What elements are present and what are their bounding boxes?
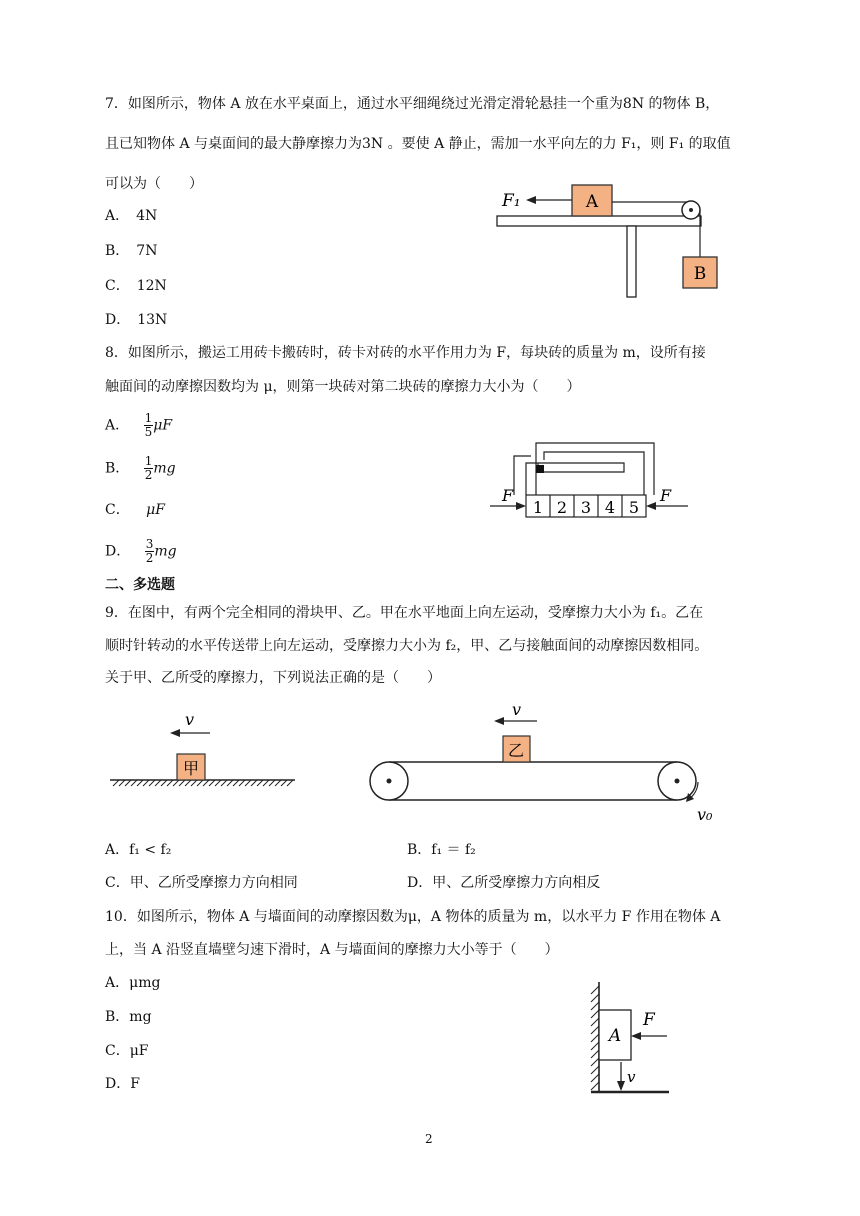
q9-line1: 9．在图中，有两个完全相同的滑块甲、乙。甲在水平地面上向左运动，受摩擦力大小为 f₁。乙在	[105, 605, 704, 621]
q9-option-c[interactable]: C．甲、乙所受摩擦力方向相同	[105, 875, 298, 891]
q7-option-c[interactable]: C． 12N	[105, 278, 167, 294]
brick-4: 4	[604, 498, 616, 517]
q8-option-a[interactable]	[105, 412, 172, 439]
q9-option-a[interactable]: A．f₁ < f₂	[105, 842, 172, 858]
q8-option-b-fraction: $\frac{1}{2}$	[144, 454, 153, 482]
q10-figure	[583, 978, 673, 1098]
v1-label: v	[185, 710, 195, 729]
q8-option-c[interactable]	[105, 500, 165, 520]
q8-figure	[488, 438, 690, 522]
q7-figure	[490, 180, 720, 305]
velocity-label: v	[627, 1068, 636, 1086]
block-a-label: A	[585, 192, 599, 212]
block-b-label: B	[693, 264, 707, 284]
block-a-label: A	[608, 1026, 622, 1046]
force-label: F	[643, 1010, 655, 1030]
q7-line2: 且已知物体 A 与桌面间的最大静摩擦力为3N 。要使 A 静止，需加一水平向左的力 F₁，则 F₁ 的取值	[105, 136, 731, 152]
q10-option-a[interactable]: A．μmg	[105, 975, 161, 991]
section-title: 二、多选题	[105, 577, 175, 593]
brick-2: 2	[556, 498, 568, 517]
q9-line3: 关于甲、乙所受的摩擦力，下列说法正确的是（ ）	[105, 670, 441, 686]
q8-option-b-prefix: B．	[105, 460, 130, 477]
left-force-label: F	[502, 486, 514, 505]
q10-option-c[interactable]: C．μF	[105, 1043, 149, 1059]
q8-option-d[interactable]	[105, 538, 177, 565]
q8-option-a-prefix: A．	[105, 417, 130, 434]
brick-5: 5	[628, 498, 640, 517]
q8-option-b[interactable]	[105, 455, 176, 482]
brick-1: 1	[532, 498, 544, 517]
q7-line3: 可以为（ ）	[105, 176, 203, 192]
q10-line1: 10．如图所示，物体 A 与墙面间的动摩擦因数为μ，A 物体的质量为 m，以水平力 F 作用在物体 A	[105, 909, 721, 925]
v2-label: v	[512, 700, 522, 719]
q9-figure	[105, 700, 725, 830]
page-number: 2	[425, 1132, 433, 1146]
q8-option-c-prefix: C．	[105, 502, 130, 518]
q9-line2: 顺时针转动的水平传送带上向左运动，受摩擦力大小为 f₂，甲、乙与接触面间的动摩擦因数相同。	[105, 638, 709, 654]
q8-option-d-prefix: D．	[105, 543, 131, 560]
q7-option-d[interactable]: D． 13N	[105, 312, 168, 328]
bricks	[526, 495, 646, 517]
q7-option-a[interactable]: A． 4N	[105, 208, 158, 224]
q8-option-b-tail: mg	[153, 460, 176, 477]
table-top	[497, 216, 701, 226]
brick-3: 3	[580, 498, 592, 517]
q8-line2: 触面间的动摩擦因数均为 μ，则第一块砖对第二块砖的摩擦力大小为（ ）	[105, 379, 581, 395]
table-leg	[627, 226, 636, 297]
q9-option-b[interactable]: B．f₁ ＝ f₂	[407, 842, 476, 858]
block-yi-label: 乙	[507, 741, 525, 760]
block-jia-label: 甲	[182, 759, 200, 778]
q8-option-d-fraction: $\frac{3}{2}$	[145, 537, 154, 565]
right-force-label: F	[660, 486, 672, 505]
clamp-pin	[536, 465, 544, 473]
force-label: F₁	[502, 191, 521, 211]
q10-option-b[interactable]: B．mg	[105, 1009, 152, 1025]
q8-option-a-fraction: $\frac{1}{5}$	[144, 411, 153, 439]
v0-label: v₀	[697, 805, 713, 824]
q8-option-a-tail: μF	[153, 417, 173, 434]
q10-option-d[interactable]: D．F	[105, 1076, 140, 1092]
q10-line2: 上，当 A 沿竖直墙壁匀速下滑时，A 与墙面间的摩擦力大小等于（ ）	[105, 942, 559, 958]
q8-option-c-text: μF	[146, 502, 165, 518]
q9-option-d[interactable]: D．甲、乙所受摩擦力方向相反	[407, 875, 601, 891]
q8-line1: 8．如图所示，搬运工用砖卡搬砖时，砖卡对砖的水平作用力为 F，每块砖的质量为 m，设所有接	[105, 345, 706, 361]
q7-line1: 7．如图所示，物体 A 放在水平桌面上，通过水平细绳绕过光滑定滑轮悬挂一个重为8N 的物体 B，	[105, 96, 720, 112]
q8-option-d-tail: mg	[154, 543, 177, 560]
q7-option-b[interactable]: B． 7N	[105, 243, 158, 259]
